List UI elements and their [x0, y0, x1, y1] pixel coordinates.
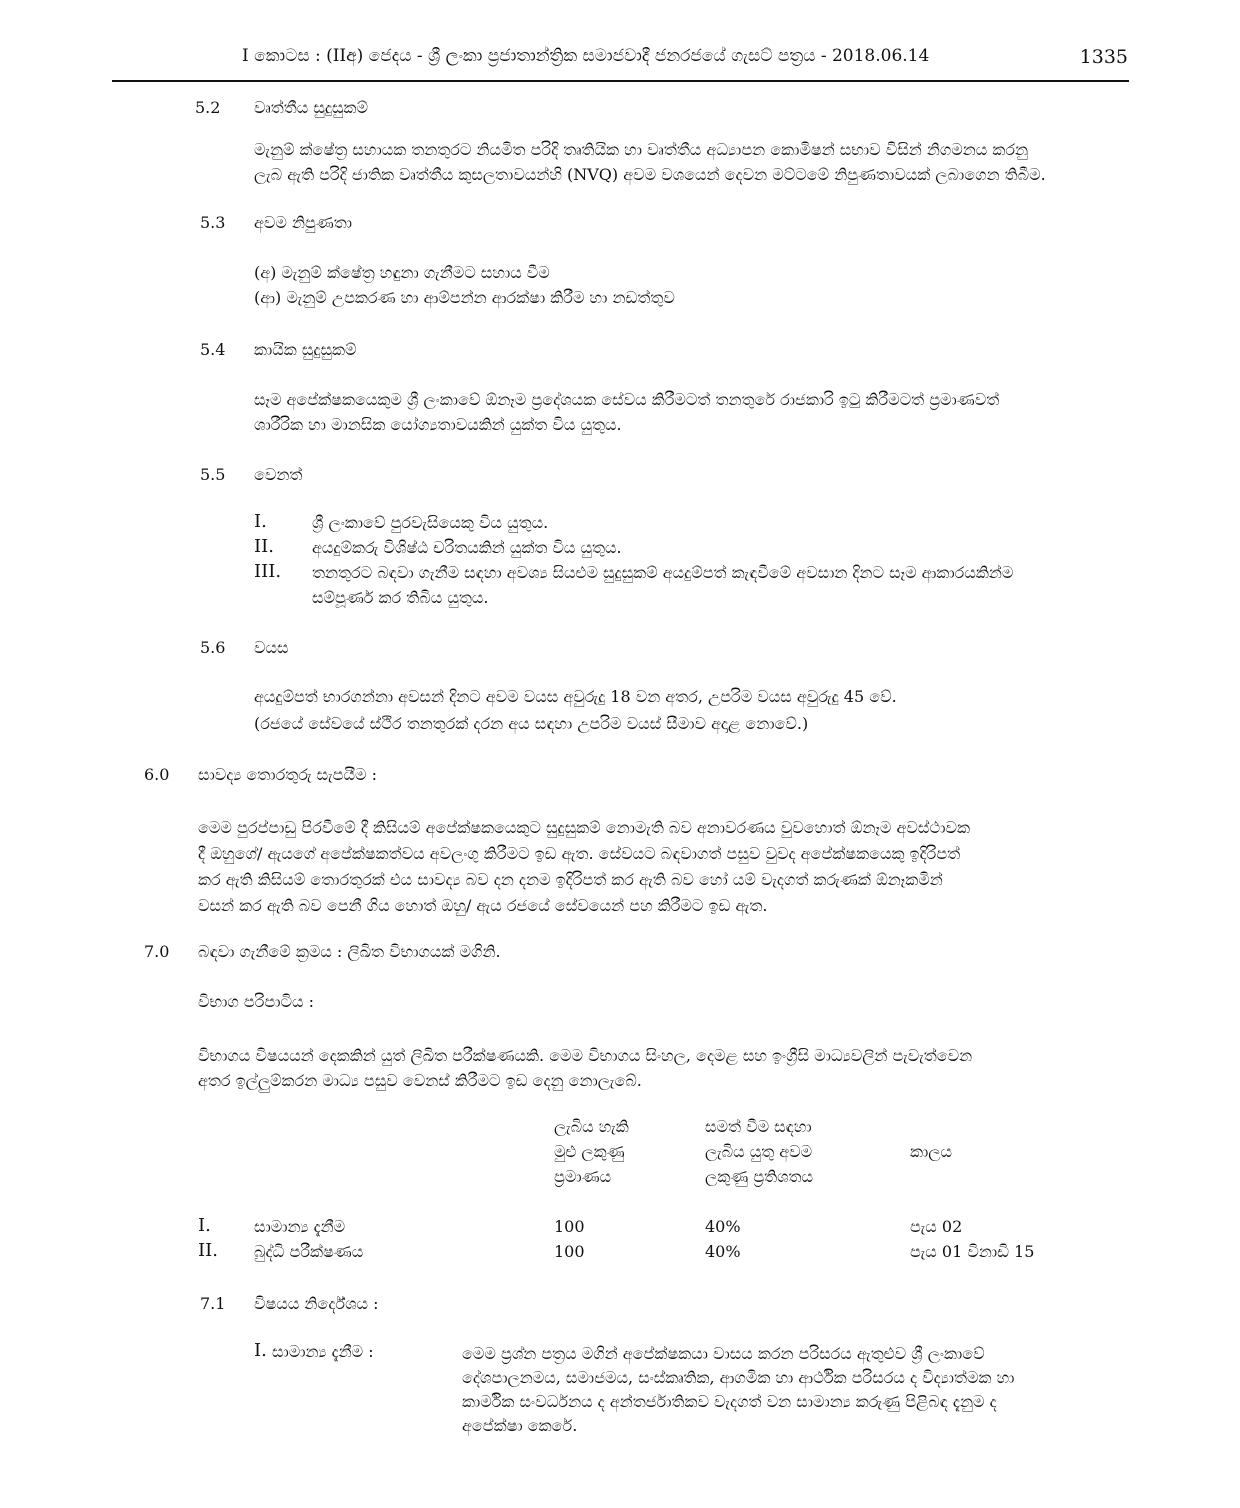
body-line: මෙම ප්‍රශ්න පත්‍රය මගින් අපේක්ෂකයා වාසය කරන පරිසරය ඇතුළුව ශ්‍රී ලංකාවේ — [462, 1344, 985, 1363]
section-7-0-title: බඳවා ගැනීමේ ක්‍රමය : ලිඛිත විභාගයක් මගිනි. — [198, 942, 501, 961]
body-line: කාර්මික සංවර්ධනය ද අන්තර්ජාතිකව වැදගත් වන සාමාන්‍ය කරුණු පිළිබඳ දැනුම ද — [462, 1392, 997, 1411]
col-header-marks: මුළු ලකුණු — [554, 1142, 625, 1161]
section-5-6-title: වයස — [254, 638, 289, 657]
section-5-4-title: කායික සුදුසුකම් — [254, 340, 357, 359]
body-line: ලැබ ඇති පරිදි ජාතික වෘත්තීය කුසලතාවයන්හි (NVQ) අවම වශයෙන් දෙවන මට්ටමේ නිපුණතාවයක් ලබාගෙන තිබීම. — [254, 165, 1046, 184]
section-7-0-number: 7.0 — [144, 942, 170, 961]
marks-cell: 100 — [554, 1217, 585, 1236]
col-header-pass: ලකුණු ප්‍රතිශතය — [705, 1167, 814, 1186]
section-7-0-body — [198, 1043, 1129, 1093]
exam-procedure-heading: විභාග පරිපාටිය : — [198, 992, 314, 1011]
body-line: විභාගය විෂයයන් දෙකකින් යුත් ලිඛිත පරීක්ෂණයකි. මෙම විභාගය සිංහල, දෙමළ සහ ඉංග්‍රීසි මාධ්‍යවලින් පැවැත්වෙන — [198, 1046, 973, 1065]
age-requirement: අයදුම්පත් භාරගන්නා අවසන් දිනට අවම වයස අවුරුදු 18 වන අතර, උපරිම වයස අවුරුදු 45 වේ. — [254, 687, 897, 706]
section-5-6-number: 5.6 — [200, 638, 226, 657]
subject-cell: සාමාන්‍ය දැනීම — [254, 1217, 346, 1236]
competency-item-b: (ආ) මැනුම් උපකරණ හා ආම්පන්න ආරක්ෂා කිරීම හා නඩත්තුව — [254, 288, 675, 307]
section-5-3-number: 5.3 — [200, 213, 226, 232]
page-number: 1335 — [1079, 46, 1128, 68]
marks-cell: 100 — [554, 1242, 585, 1261]
section-5-5-number: 5.5 — [200, 465, 226, 484]
section-6-0-title: සාවද්‍ය තොරතුරු සැපයීම : — [198, 765, 377, 784]
body-line: සෑම අපේක්ෂකයෙකුම ශ්‍රී ලංකාවේ ඕනෑම ප්‍රදේශයක සේවය කිරීමටත් තනතුරේ රාජකාරි ඉටු කිරීමටත් ප්‍රමාණවත් — [254, 390, 1000, 409]
section-5-2-number: 5.2 — [195, 98, 221, 117]
section-7-1-title: විෂයය නිර්දේශය : — [254, 1294, 379, 1313]
body-line: මැනුම් ක්ෂේත්‍ර සහායක තනතුරට නියමිත පරිදි තෘතියික හා වෘත්තීය අධ්‍යාපන කොමිෂන් සභාව විසින් නිගමනය කරනු — [254, 140, 1029, 159]
other-requirement-1: ශ්‍රී ලංකාවේ පුරවැසියෙකු විය යුතුය. — [312, 513, 549, 532]
syllabus-item-marker: I. — [254, 1340, 267, 1361]
row-marker: II. — [198, 1240, 218, 1261]
gazette-header-title: I කොටස : (IIඅ) ජෙදය - ශ්‍රී ලංකා ප්‍රජාතාන්ත්‍රික සමාජවාදී ජනරජයේ ගැසට් පත්‍රය - 2018.06.14 — [242, 46, 930, 66]
age-exemption-note: (රජයේ සේවයේ ස්ථිර තනතුරක් දරන අය සඳහා උපරිම වයස් සීමාව අදාළ නොවේ.) — [254, 714, 809, 733]
body-line: අතර ඉල්ලුම්කරන මාධ්‍ය පසුව වෙනස් කිරීමට ඉඩ දෙනු නොලැබේ. — [198, 1071, 642, 1090]
col-header-marks: ප්‍රමාණය — [554, 1167, 612, 1186]
subject-cell: බුද්ධි පරීක්ෂණය — [254, 1242, 364, 1261]
list-marker: I. — [254, 511, 267, 532]
other-requirement-3: තනතුරට බඳවා ගැනීම සඳහා අවශ්‍ය සියළුම සුදුසුකම් අයදුම්පත් කැඳවීමේ අවසාන දිනට සෑම ආකාරයකින්ම — [312, 563, 1014, 582]
section-5-4-number: 5.4 — [200, 340, 226, 359]
section-6-0-body — [198, 815, 1129, 919]
page-header — [242, 46, 1128, 76]
section-5-4-body — [254, 387, 1129, 437]
section-7-1-number: 7.1 — [200, 1294, 226, 1313]
col-header-pass: ලැබිය යුතු අවම — [705, 1142, 813, 1161]
body-line: මෙම පුරප්පාඩු පිරවීමේ දී කිසියම් අපේක්ෂකයෙකුට සුදුසුකම් නොමැති බව අනාවරණය වුවහොත් ඕනෑම අවස්ථාවක — [198, 818, 970, 837]
section-6-0-number: 6.0 — [144, 765, 170, 784]
body-line: ශාරීරික හා මානසික යෝග්‍යතාවයකින් යුක්ත විය යුතුය. — [254, 415, 622, 434]
syllabus-item-label: සාමාන්‍ය දැනීම : — [272, 1342, 374, 1361]
time-cell: පැය 02 — [910, 1217, 963, 1236]
section-5-3-title: අවම නිපුණතා — [254, 213, 352, 232]
other-requirement-3-cont: සම්පූර්ණ කර තිබිය යුතුය. — [312, 588, 489, 607]
pass-cell: 40% — [705, 1217, 741, 1236]
section-5-2-title: වෘත්තීය සුදුසුකම් — [254, 98, 368, 117]
col-header-time: කාලය — [910, 1142, 952, 1161]
col-header-marks: ලැබිය හැකි — [554, 1117, 629, 1136]
time-cell: පැය 01 විනාඩි 15 — [910, 1242, 1035, 1261]
section-5-2-body — [254, 137, 1129, 187]
syllabus-item-body — [462, 1342, 1129, 1438]
list-marker: II. — [254, 536, 274, 557]
body-line: කර ඇති කිසියම් තොරතුරක් එය සාවද්‍ය බව දන දනම ඉදිරිපත් කර ඇති බව හෝ යම් වැදගත් කරුණක් ඕනෑකමින් — [198, 870, 943, 889]
list-marker: III. — [254, 561, 282, 582]
other-requirement-2: අයදුම්කරු විශිෂ්ඨ චරිතයකින් යුක්ත විය යුතුය. — [312, 538, 622, 557]
col-header-pass: සමත් වීම සඳහා — [705, 1117, 812, 1136]
body-line: අපේක්ෂා කෙරේ. — [462, 1416, 578, 1435]
header-rule — [112, 80, 1129, 82]
competency-item-a: (අ) මැනුම් ක්ෂේත්‍ර හඳුනා ගැනීමට සහාය වීම — [254, 263, 550, 282]
section-5-5-title: වෙනත් — [254, 465, 303, 484]
body-line: වසන් කර ඇති බව පෙනී ගිය හොත් ඔහු/ ඇය රජයේ සේවයෙන් පහ කිරීමට ඉඩ ඇත. — [198, 896, 768, 915]
pass-cell: 40% — [705, 1242, 741, 1261]
row-marker: I. — [198, 1215, 211, 1236]
body-line: දේශපාලනමය, සමාජමය, සංස්කෘතික, ආගමික හා ආර්ථික පරිසරය ද විද්‍යාත්මක හා — [462, 1368, 1015, 1387]
body-line: දී ඔහුගේ/ ඇයගේ අපේක්ෂකත්වය අවලංගු කිරීමට ඉඩ ඇත. සේවයට බඳවාගත් පසුව වුවද අපේක්ෂකයෙකු ඉදිරිපත් — [198, 844, 961, 863]
